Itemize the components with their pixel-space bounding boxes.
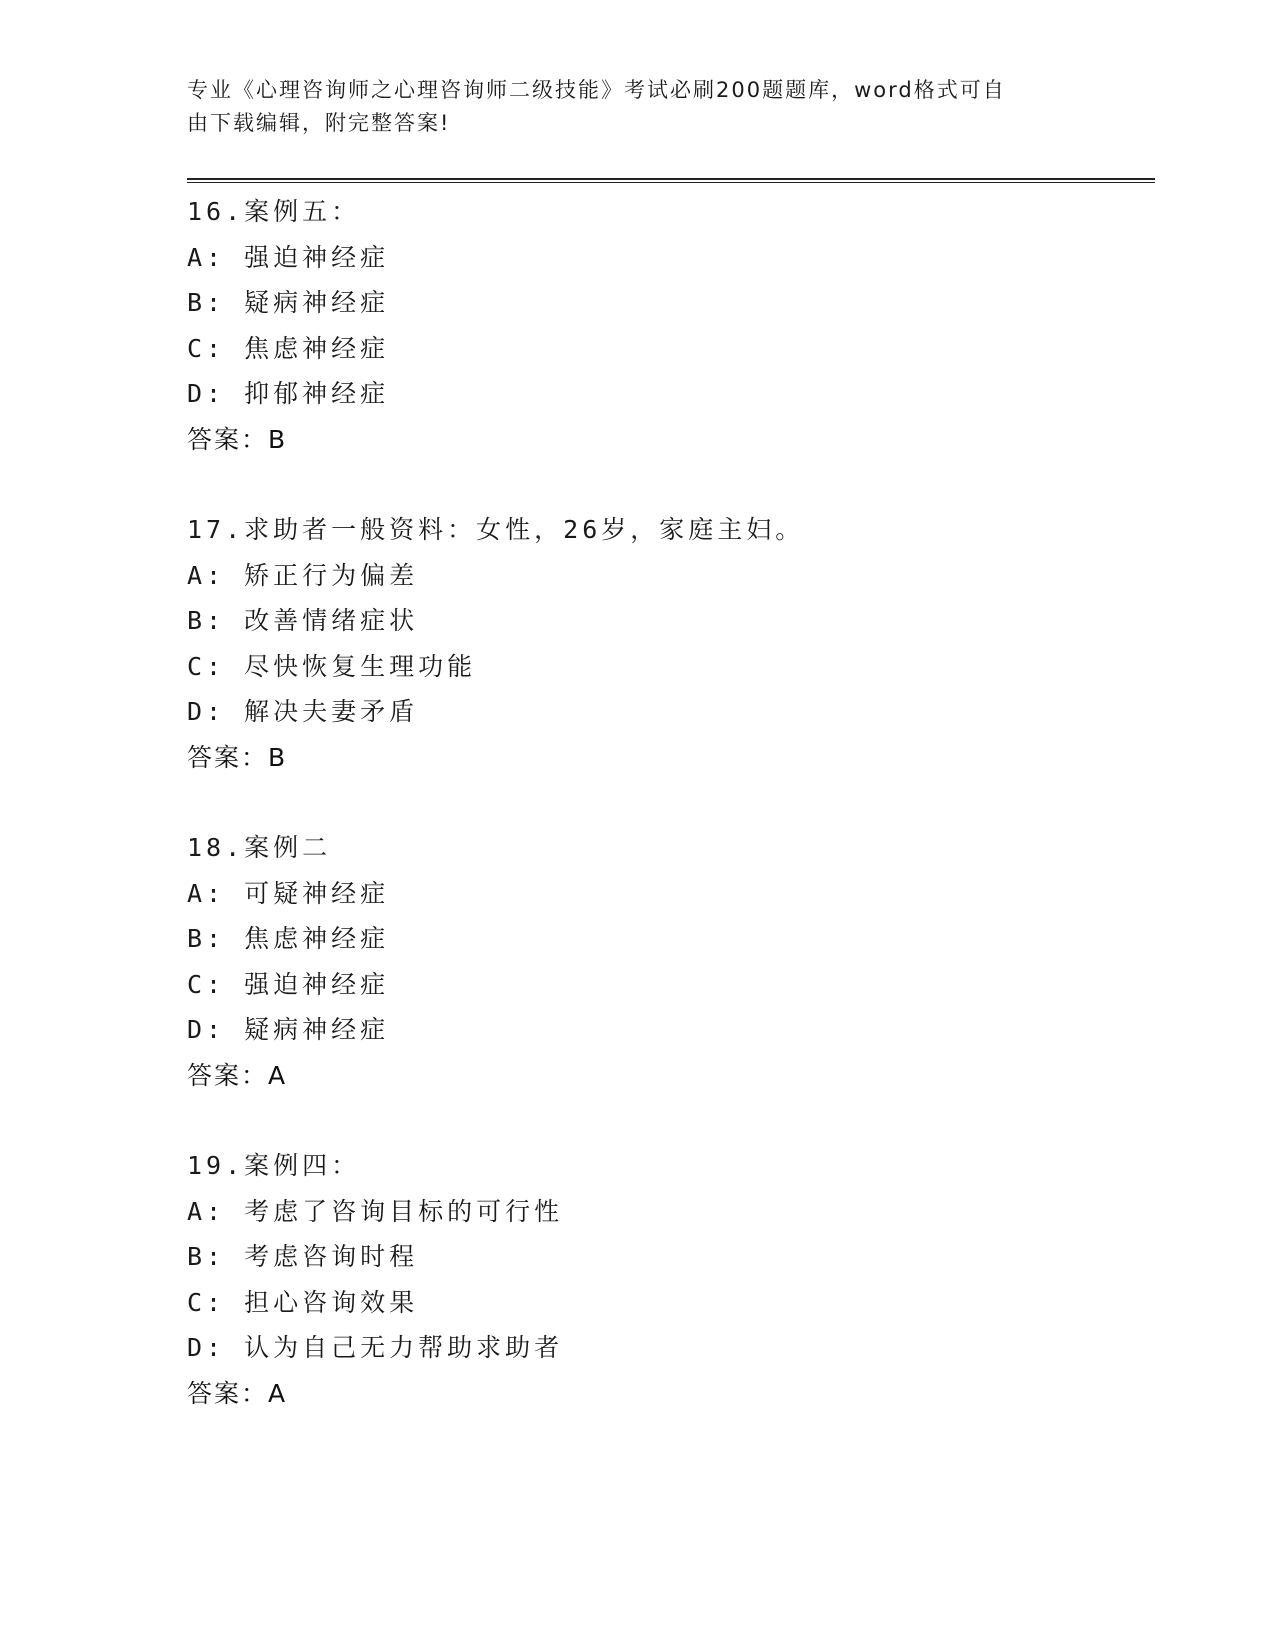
question-list (187, 189, 1147, 1416)
option-b: B: 考虑咨询时程 (187, 1242, 419, 1271)
question-stem: 19.案例四： (187, 1151, 361, 1180)
question-stem: 18.案例二 (187, 833, 332, 862)
option-d: D: 疑病神经症 (187, 1015, 390, 1044)
question-18 (187, 825, 1147, 1098)
option-b: B: 焦虑神经症 (187, 924, 390, 953)
option-a: A: 可疑神经症 (187, 878, 390, 908)
option-c: C: 尽快恢复生理功能 (187, 651, 477, 681)
header-line-1: 专业《心理咨询师之心理咨询师二级技能》考试必刷200题题库，word格式可自 (187, 78, 1006, 102)
question-16 (187, 189, 1147, 462)
answer: 答案：B (187, 424, 288, 454)
option-b: B: 疑病神经症 (187, 288, 390, 317)
option-c: C: 强迫神经症 (187, 969, 390, 999)
option-b: B: 改善情绪症状 (187, 606, 419, 635)
option-d: D: 抑郁神经症 (187, 379, 390, 408)
question-19 (187, 1143, 1147, 1416)
option-a: A: 矫正行为偏差 (187, 560, 419, 590)
answer: 答案：A (187, 1060, 288, 1090)
question-stem: 16.案例五： (187, 197, 361, 226)
question-stem: 17.求助者一般资料：女性，26岁，家庭主妇。 (187, 515, 805, 544)
question-17 (187, 507, 1147, 780)
header-line-2: 由下载编辑，附完整答案! (187, 111, 451, 135)
option-a: A: 考虑了咨询目标的可行性 (187, 1196, 564, 1226)
option-d: D: 认为自己无力帮助求助者 (187, 1333, 564, 1362)
answer: 答案：A (187, 1378, 288, 1408)
option-d: D: 解决夫妻矛盾 (187, 697, 419, 726)
document-header (187, 74, 1077, 140)
option-c: C: 焦虑神经症 (187, 333, 390, 363)
answer: 答案：B (187, 742, 288, 772)
option-c: C: 担心咨询效果 (187, 1287, 419, 1317)
header-divider (187, 178, 1155, 183)
option-a: A: 强迫神经症 (187, 242, 390, 272)
